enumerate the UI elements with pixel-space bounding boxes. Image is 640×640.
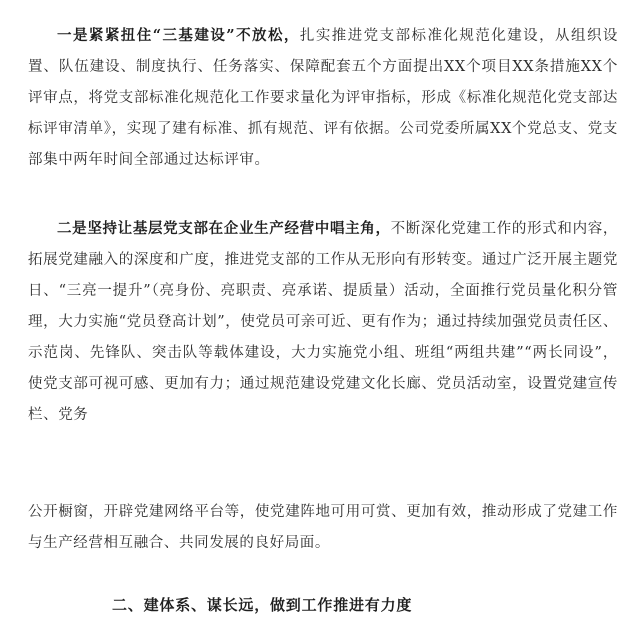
paragraph-lead: 一是紧紧扭住“三基建设”不放松， [57, 27, 300, 44]
paragraph-continuation [28, 497, 618, 559]
paragraph-lead: 二是坚持让基层党支部在企业生产经营中唱主角， [57, 220, 391, 237]
paragraph-party-branch-role [28, 213, 618, 431]
paragraph-body: 公开橱窗，开辟党建网络平台等，使党建阵地可用可赏、更加有效，推动形成了党建工作与生产经营相互融合、共同发展的良好局面。 [28, 504, 618, 551]
paragraph-body: 扎实推进党支部标准化规范化建设，从组织设置、队伍建设、制度执行、任务落实、保障配套五个方面提出XX个项目XX条措施XX个评审点，将党支部标准化规范化工作要求量化为评审指标，形成《标准化规范化党支部达标评审清单》，实现了建有标准、抓有规范、评有依据。公司党委所属XX个党总支、党支部集中两年时间全部通过达标评审。 [28, 28, 619, 168]
paragraph-three-basics [28, 20, 618, 176]
paragraph-body: 不断深化党建工作的形式和内容，拓展党建融入的深度和广度，推进党支部的工作从无形向有形转变。通过广泛开展主题党日、“三亮一提升”（亮身份、亮职责、亮承诺、提质量）活动，全面推行党员量化积分管理，大力实施“党员登高计划”，使党员可亲可近、更有作为；通过持续加强党员责任区、示范岗、先锋队、突击队等载体建设，大力实施党小组、班组“两组共建”“两长同设”，使党支部可视可感、更加有力；通过规范建设党建文化长廊、党员活动室，设置党建宣传栏、党务 [28, 221, 619, 423]
section-heading: 二、建体系、谋长远，做到工作推进有力度 [112, 596, 413, 614]
